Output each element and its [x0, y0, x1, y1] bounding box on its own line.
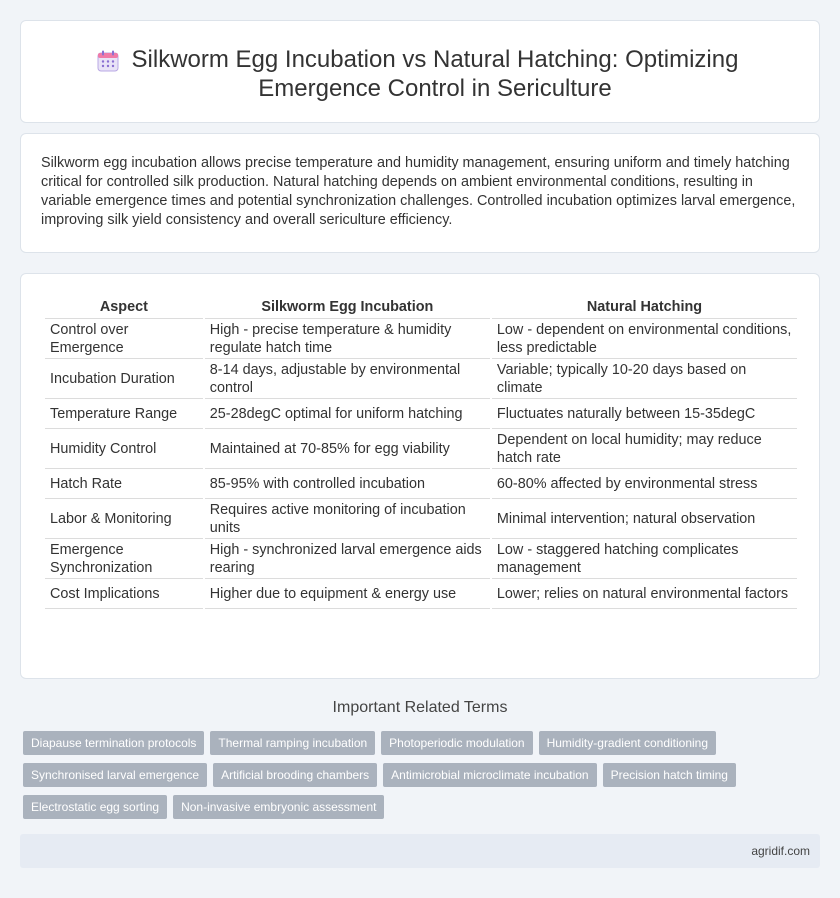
- table-cell: Labor & Monitoring: [45, 499, 203, 539]
- table-cell: 85-95% with controlled incubation: [205, 469, 490, 499]
- table-cell: Maintained at 70-85% for egg viability: [205, 429, 490, 469]
- related-term-tag[interactable]: Thermal ramping incubation: [210, 731, 375, 755]
- table-row: [45, 399, 797, 429]
- table-cell: High - synchronized larval emergence aids rearing: [205, 539, 490, 579]
- table-cell: Low - staggered hatching complicates management: [492, 539, 797, 579]
- table-cell: Temperature Range: [45, 399, 203, 429]
- table-cell: Control over Emergence: [45, 319, 203, 359]
- related-term-tag[interactable]: Diapause termination protocols: [23, 731, 204, 755]
- comparison-card: [20, 273, 820, 679]
- comparison-table: [43, 297, 799, 609]
- related-terms-list: [23, 731, 803, 827]
- table-row: [45, 499, 797, 539]
- table-row: [45, 359, 797, 399]
- table-cell: Minimal intervention; natural observation: [492, 499, 797, 539]
- table-cell: Variable; typically 10-20 days based on climate: [492, 359, 797, 399]
- table-cell: Higher due to equipment & energy use: [205, 579, 490, 609]
- footer-site-link[interactable]: agridif.com: [751, 844, 810, 858]
- table-cell: Cost Implications: [45, 579, 203, 609]
- table-row: [45, 539, 797, 579]
- related-terms-heading: Important Related Terms: [332, 699, 508, 716]
- header-aspect: Aspect: [45, 297, 203, 319]
- table-cell: Hatch Rate: [45, 469, 203, 499]
- header-incubation: Silkworm Egg Incubation: [205, 297, 490, 319]
- table-cell: Requires active monitoring of incubation units: [205, 499, 490, 539]
- related-term-tag[interactable]: Non-invasive embryonic assessment: [173, 795, 384, 819]
- table-row: [45, 319, 797, 359]
- table-row: [45, 429, 797, 469]
- table-cell: Emergence Synchronization: [45, 539, 203, 579]
- table-row: [45, 579, 797, 609]
- related-term-tag[interactable]: Electrostatic egg sorting: [23, 795, 167, 819]
- table-cell: High - precise temperature & humidity regulate hatch time: [205, 319, 490, 359]
- related-term-tag[interactable]: Humidity-gradient conditioning: [539, 731, 716, 755]
- related-term-tag[interactable]: Artificial brooding chambers: [213, 763, 377, 787]
- footer: [20, 834, 820, 868]
- table-cell: 8-14 days, adjustable by environmental control: [205, 359, 490, 399]
- related-term-tag[interactable]: Photoperiodic modulation: [381, 731, 532, 755]
- intro-paragraph: Silkworm egg incubation allows precise temperature and humidity management, ensuring uniform and timely hatching critical for controlled silk production. Natural hatching depends on ambient environmental conditions, resulting in variable emergence times and potential synchronization challenges. Controlled incubation optimizes larval emergence, improving silk yield consistency and overall sericulture efficiency.: [41, 155, 796, 228]
- related-term-tag[interactable]: Precision hatch timing: [603, 763, 736, 787]
- header-natural: Natural Hatching: [492, 297, 797, 319]
- table-row: [45, 469, 797, 499]
- table-cell: Low - dependent on environmental conditions, less predictable: [492, 319, 797, 359]
- table-cell: Lower; relies on natural environmental factors: [492, 579, 797, 609]
- title-card: [20, 20, 820, 123]
- related-term-tag[interactable]: Synchronised larval emergence: [23, 763, 207, 787]
- table-cell: Fluctuates naturally between 15-35degC: [492, 399, 797, 429]
- table-cell: 25-28degC optimal for uniform hatching: [205, 399, 490, 429]
- related-term-tag[interactable]: Antimicrobial microclimate incubation: [383, 763, 596, 787]
- table-cell: 60-80% affected by environmental stress: [492, 469, 797, 499]
- page-title: Silkworm Egg Incubation vs Natural Hatching: Optimizing Emergence Control in Sericulture: [131, 46, 739, 102]
- table-cell: Dependent on local humidity; may reduce hatch rate: [492, 429, 797, 469]
- intro-card: [20, 133, 820, 253]
- table-header-row: [45, 297, 797, 319]
- table-cell: Humidity Control: [45, 429, 203, 469]
- table-cell: Incubation Duration: [45, 359, 203, 399]
